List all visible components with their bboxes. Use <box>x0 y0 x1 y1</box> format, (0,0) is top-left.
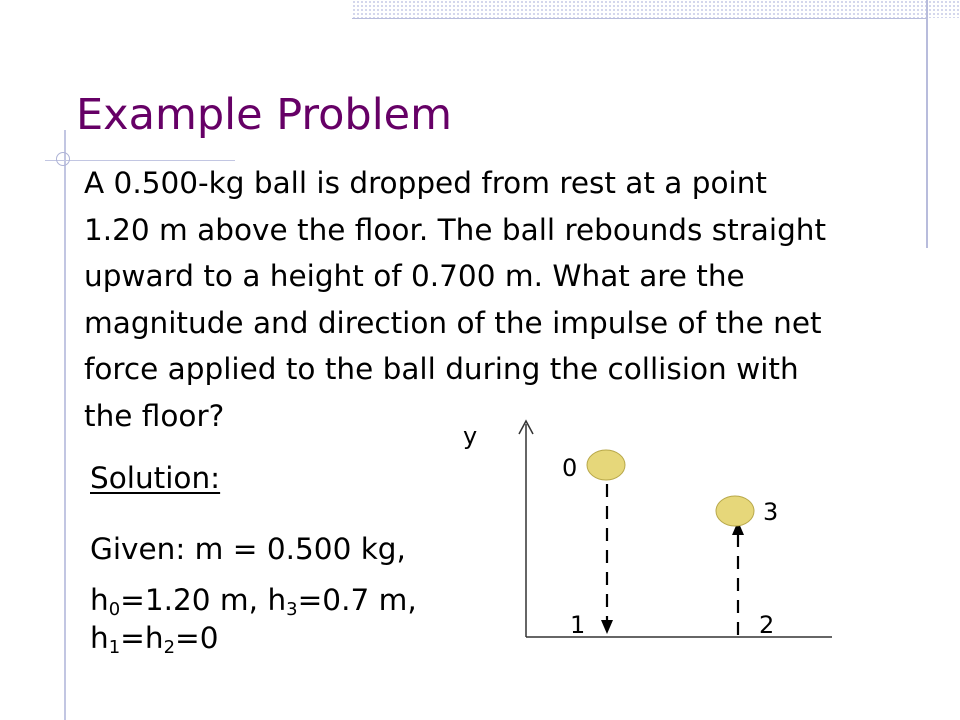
floor-height-value: =0 <box>175 621 219 655</box>
position-1-label: 1 <box>570 611 586 639</box>
left-vertical-rule <box>64 130 66 720</box>
subscript-3: 3 <box>286 599 298 620</box>
right-rule-line <box>926 0 928 248</box>
position-3-label: 3 <box>763 498 779 526</box>
equals-sign: = <box>120 621 145 655</box>
position-2-label: 2 <box>759 611 775 639</box>
problem-line: magnitude and direction of the impulse of the net <box>84 305 822 340</box>
problem-line: the floor? <box>84 398 225 433</box>
problem-line: upward to a height of 0.700 m. What are the <box>84 259 745 293</box>
given-mass: Given: m = 0.500 kg, <box>90 532 406 566</box>
subscript-2: 2 <box>163 637 176 658</box>
height-0-value: =1.20 m, <box>120 583 268 617</box>
top-dot-pattern <box>352 0 960 18</box>
y-axis-label: y <box>463 422 478 450</box>
given-heights-floor <box>90 620 219 656</box>
corner-circle-ornament <box>56 152 70 166</box>
height-3-value: =0.7 m, <box>297 583 417 617</box>
problem-line: force applied to the ball during the collision with <box>84 352 799 386</box>
fall-arrowhead-icon <box>601 620 613 634</box>
problem-statement <box>84 160 924 439</box>
ball-at-rebound-height <box>716 496 754 526</box>
height-symbol: h <box>144 621 164 655</box>
problem-line: A 0.500-kg ball is dropped from rest at a point <box>84 166 767 200</box>
subscript-0: 0 <box>108 599 121 620</box>
ball-at-drop-height <box>587 450 625 480</box>
position-0-label: 0 <box>562 454 578 482</box>
rebound-arrowhead-icon <box>732 521 744 535</box>
subscript-1: 1 <box>108 637 121 658</box>
solution-heading: Solution: <box>90 461 221 495</box>
given-heights-initial-rebound <box>90 582 417 618</box>
top-rule-line <box>352 18 926 19</box>
slide-title: Example Problem <box>76 90 453 140</box>
height-symbol: h <box>267 583 287 617</box>
height-symbol: h <box>90 621 109 655</box>
height-symbol: h <box>90 583 109 617</box>
problem-line: 1.20 m above the floor. The ball rebounds straight <box>84 212 827 247</box>
